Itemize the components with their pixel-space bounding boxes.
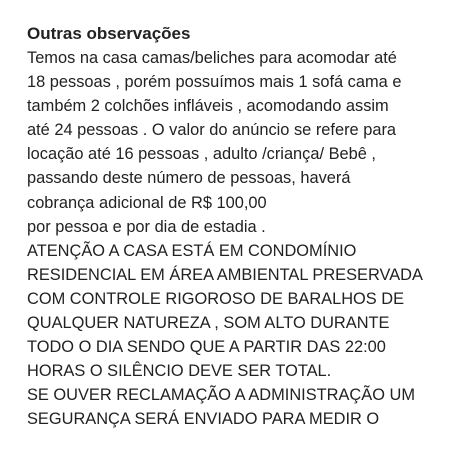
text-line: HORAS O SILÊNCIO DEVE SER TOTAL. — [27, 362, 332, 381]
text-line: TODO O DIA SENDO QUE A PARTIR DAS 22:00 — [27, 338, 386, 357]
text-line: Temos na casa camas/beliches para acomodar até — [27, 49, 397, 67]
text-line: 18 pessoas , porém possuímos mais 1 sofá cama e — [27, 73, 402, 92]
text-line: COM CONTROLE RIGOROSO DE BARALHOS DE — [27, 289, 405, 308]
text-line: SE OUVER RECLAMAÇÃO A ADMINISTRAÇÃO UM — [27, 386, 415, 405]
text-line: QUALQUER NATUREZA , SOM ALTO DURANTE — [27, 314, 390, 333]
text-line: por pessoa e por dia de estadia . — [27, 217, 266, 236]
observations-text — [27, 46, 447, 432]
text-line: cobrança adicional de R$ 100,00 — [27, 193, 267, 212]
text-line: até 24 pessoas . O valor do anúncio se refere para — [27, 121, 397, 140]
text-line: passando deste número de pessoas, haverá — [27, 169, 351, 188]
text-line: ATENÇÃO A CASA ESTÁ EM CONDOMÍNIO — [27, 241, 357, 260]
observations-section — [27, 22, 447, 432]
section-title: Outras observações — [27, 24, 191, 43]
text-line: locação até 16 pessoas , adulto /criança/ Bebê , — [27, 145, 376, 164]
text-line: SEGURANÇA SERÁ ENVIADO PARA MEDIR O — [27, 410, 380, 429]
text-line: RESIDENCIAL EM ÁREA AMBIENTAL PRESERVADA — [27, 265, 423, 284]
text-line: também 2 colchões infláveis , acomodando assim — [27, 97, 389, 116]
